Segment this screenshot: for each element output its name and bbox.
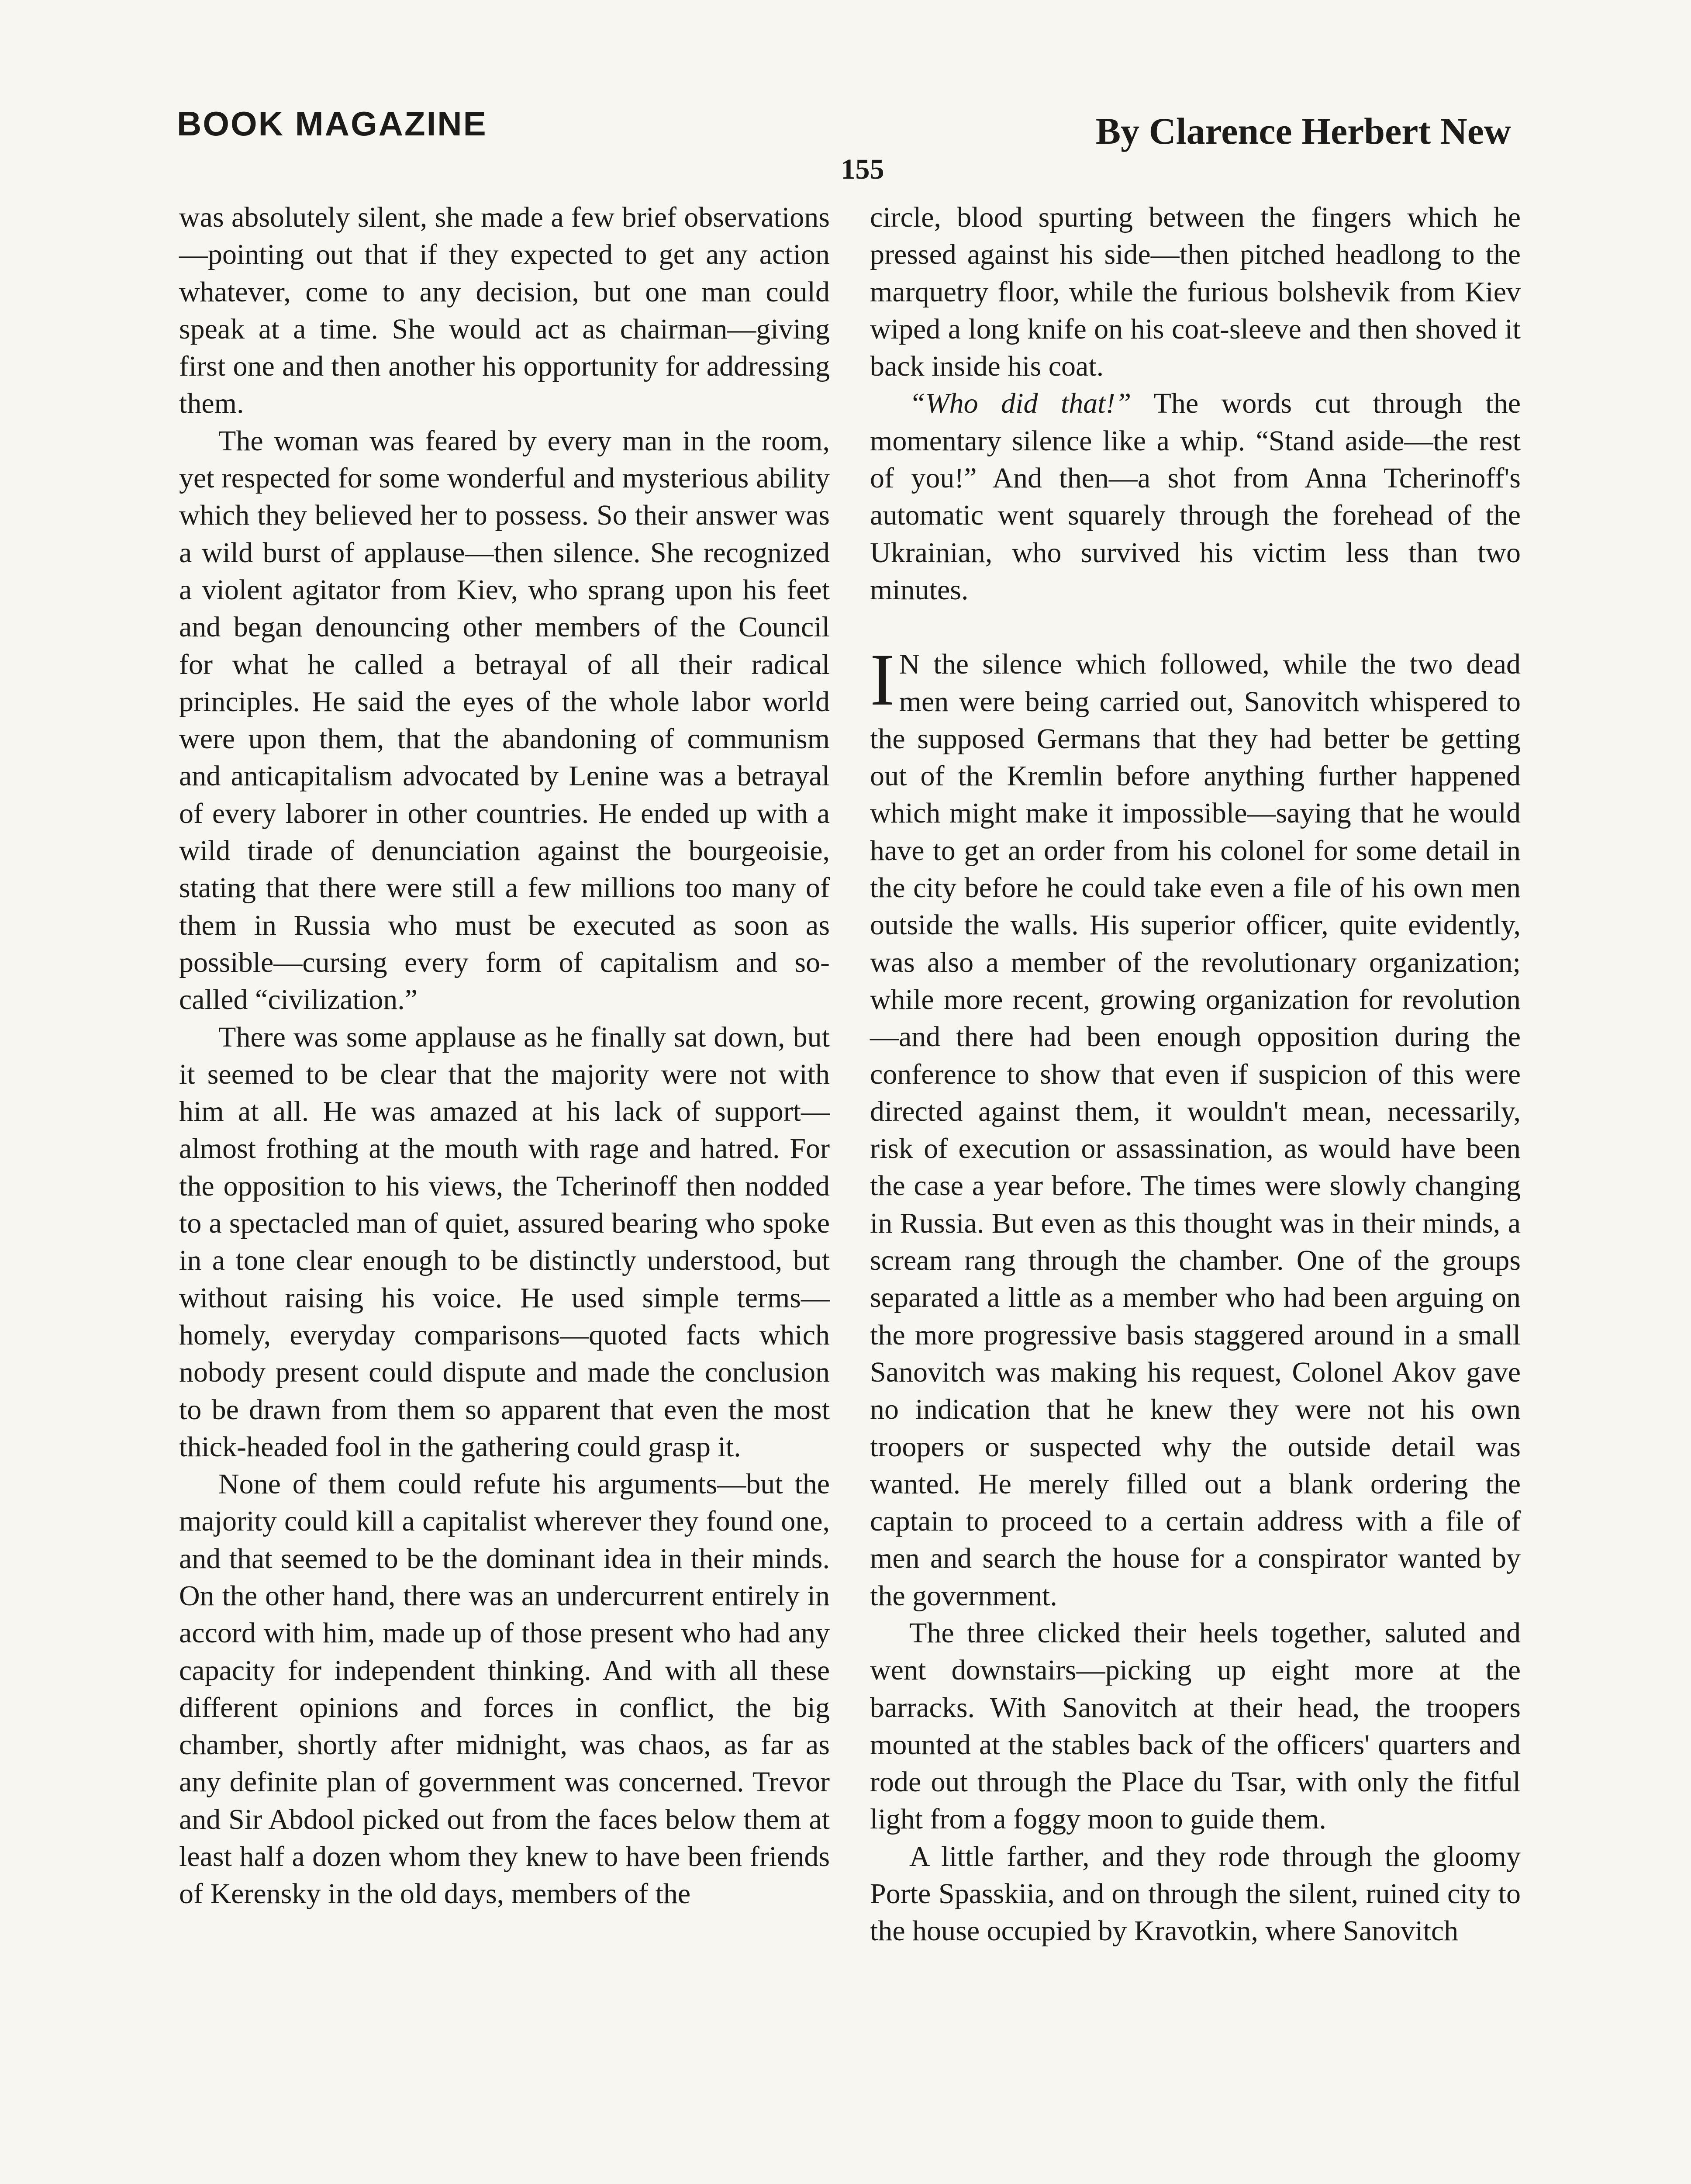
- drop-cap: I: [870, 639, 895, 721]
- paragraph: [870, 385, 1521, 608]
- paragraph: A little farther, and they rode through the gloomy Porte Spasskiia, and on through the silent, ruined city to the house occupied by Kravotkin, where Sanovitch: [870, 1840, 1521, 1947]
- page-number: 155: [841, 153, 884, 185]
- paragraph: was absolutely silent, she made a few brief observations—pointing out that if they expected to get any action whatever, come to any decision, but one man could speak at a time. She would act as chairman—giving first one and then another his opportunity for addressing them.: [179, 201, 830, 420]
- paragraph: The three clicked their heels together, saluted and went downstairs—picking up eight more at the barracks. With Sanovitch at their head, the troopers mounted at the stables back of the officers' quarters and rode out through the Place du Tsar, with only the fitful light from a foggy moon to guide them.: [870, 1617, 1521, 1835]
- paragraph: None of them could refute his arguments—but the majority could kill a capitalist wherever they found one, and that seemed to be the dominant idea in their minds. On the other hand, there was an undercurrent entirely in accord with him, made up of those present who had any capacity for independent thinking. And with all these different opinions and forces in conflict, the big chamber, shortly after midnight, was chaos, as far as any definite plan of government was concerned. Trevor and Sir Abdool picked out from the faces below them at least half a dozen whom they knew to have been friends of Kerensky in the old days, members of the: [179, 1468, 830, 1910]
- paragraph: circle, blood spurting between the fingers which he pressed against his side—then pitched headlong to the marquetry floor, while the furious bolshevik from Kiev wiped a long knife on his coat-sleeve and then shoved it back inside his coat.: [870, 201, 1521, 383]
- left-column: [179, 199, 830, 1913]
- magazine-title: BOOK MAGAZINE: [177, 104, 487, 143]
- quote-text: The words cut through the momentary silence like a whip. “Stand aside—the rest of you!” And then—a shot from Anna Tcherinoff's automatic went squarely through the forehead of the Ukrainian, who survived his victim less than two minutes.: [870, 387, 1521, 606]
- paragraph: The woman was feared by every man in the room, yet respected for some wonderful and mysterious ability which they believed her to possess. So their answer was a wild burst of applause—then silence. She recognized a violent agitator from Kiev, who sprang upon his feet and began denouncing other members of the Council for what he called a betrayal of all their radical principles. He said the eyes of the whole labor world were upon them, that the abandoning of communism and anticapitalism advocated by Lenine was a betrayal of every laborer in other countries. He ended up with a wild tirade of denunciation against the bourgeoisie, stating that there were still a few millions too many of them in Russia who must be executed as soon as possible—cursing every form of capitalism and so-called “civilization.”: [179, 425, 830, 1016]
- paragraph: There was some applause as he finally sat down, but it seemed to be clear that the majority were not with him at all. He was amazed at his lack of support—almost frothing at the mouth with rage and hatred. For the opposition to his views, the Tcherinoff then nodded to a spectacled man of quiet, assured bearing who spoke in a tone clear enough to be distinctly understood, but without raising his voice. He used simple terms—homely, everyday comparisons—quoted facts which nobody present could dispute and made the conclusion to be drawn from them so apparent that even the most thick-headed fool in the gathering could grasp it.: [179, 1021, 830, 1463]
- section-paragraph: [870, 639, 1521, 1614]
- right-column: [870, 199, 1521, 1950]
- italic-quote: “Who did that!”: [909, 387, 1132, 420]
- section-text: N the silence which followed, while the two dead men were being carried out, Sanovitch whispered to the supposed Germans that they had better be getting out of the Kremlin before anything further happened which might make it impossible—saying that he would have to get an order from his colonel for some detail in the city before he could take even a file of his own men outside the walls. His superior officer, quite evidently, was also a member of the revolutionary organization; while more recent, growing organization for revolution—and there had been enough opposition during the conference to show that even if suspicion of this were directed against them, it wouldn't mean, necessarily, risk of execution or assassination, as would have been the case a year before. The times were slowly changing in Russia. But even as this thought was in their minds, a scream rang through the chamber. One of the groups separated a little as a member who had been arguing on the more progressive basis staggered around in a small Sanovitch was making his request, Colonel Akov gave no indication that he knew they were not his own troopers or suspected why the outside detail was wanted. He merely filled out a blank ordering the captain to proceed to a certain address with a file of men and search the house for a conspirator wanted by the government.: [870, 648, 1521, 1612]
- author-byline: By Clarence Herbert New: [1095, 110, 1511, 152]
